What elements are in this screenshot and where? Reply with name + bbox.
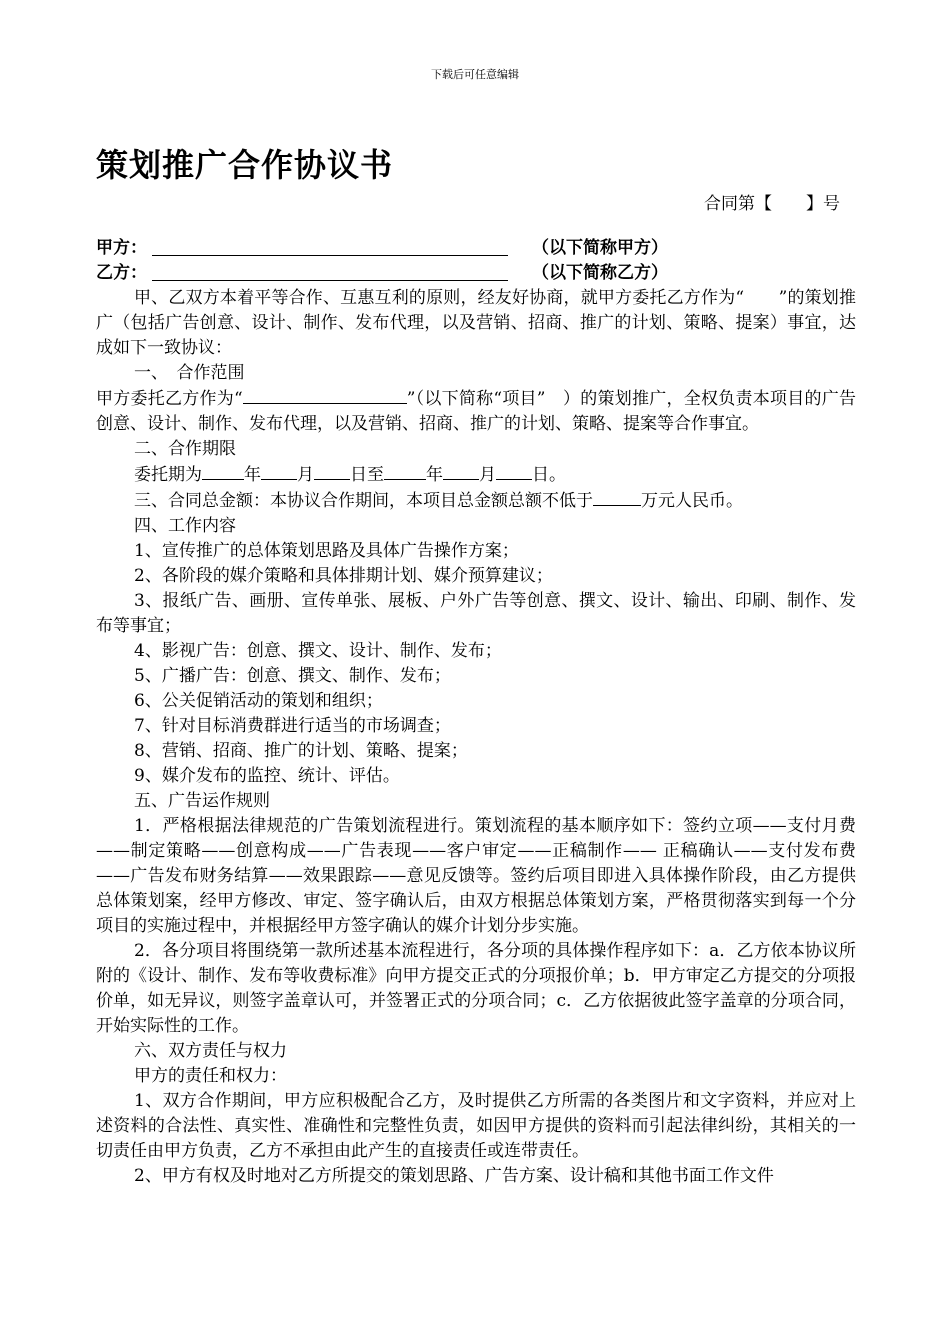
header-note: 下载后可任意编辑 [431, 68, 519, 81]
start-month-label: 月 [297, 465, 314, 485]
section-1-text-a: 甲方委托乙方作为“ [96, 389, 243, 409]
start-day-blank [314, 462, 350, 480]
section-6-paragraph-1: 1、双方合作期间，甲方应积极配合乙方，及时提供乙方所需的各类图片和文字资料，并应对上述资料的合法性、真实性、准确性和完整性负责，如因甲方提供的资料而引起法律纠纷，其相关的一切责任由甲方负责，乙方不承担由此产生的直接责任或连带责任。 [96, 1091, 856, 1161]
section-3-amount [96, 488, 856, 514]
section-1-text-b: ”（以下简称“项目” ）的策划推广，全权负责本项目的广告创意、设计、制作、发布代理，以及营销、招商、推广的计划、策略、提案等合作事宜。 [96, 389, 856, 434]
end-day-blank [496, 462, 532, 480]
project-name-blank [243, 386, 407, 404]
party-b-blank [152, 280, 508, 281]
end-month-blank [443, 462, 479, 480]
party-a-line [96, 236, 856, 261]
work-item: 4、影视广告：创意、撰文、设计、制作、发布； [134, 641, 502, 661]
work-item: 7、针对目标消费群进行适当的市场调查； [134, 716, 451, 736]
work-item: 8、营销、招商、推广的计划、策略、提案； [134, 741, 468, 761]
section-1-text [96, 386, 856, 437]
end-day-label: 日。 [532, 465, 566, 485]
contract-number: 合同第【 】号 [704, 194, 840, 214]
intro-paragraph: 甲、乙双方本着平等合作、互惠互利的原则，经友好协商，就甲方委托乙方作为“ ”的策划推广（包括广告创意、设计、制作、发布代理，以及营销、招商、推广的计划、策略、提案）事宜，达成如下一致协议： [96, 288, 856, 358]
start-year-blank [202, 462, 244, 480]
section-6-subtitle: 甲方的责任和权力： [134, 1066, 287, 1086]
section-2-period [96, 462, 856, 488]
section-4-title: 四、工作内容 [134, 516, 236, 536]
section-2-title: 二、合作期限 [134, 439, 236, 459]
party-b-line [96, 261, 856, 286]
start-day-label: 日至 [350, 465, 384, 485]
section-6-title: 六、双方责任与权力 [134, 1041, 287, 1061]
section-6-paragraph-2: 2、甲方有权及时地对乙方所提交的策划思路、广告方案、设计稿和其他书面工作文件 [134, 1166, 774, 1186]
end-year-blank [384, 462, 426, 480]
work-item: 2、各阶段的媒介策略和具体排期计划、媒介预算建议； [134, 566, 553, 586]
parties-block [96, 236, 856, 286]
period-prefix: 委托期为 [134, 465, 202, 485]
work-item: 3、报纸广告、画册、宣传单张、展板、户外广告等创意、撰文、设计、输出、印刷、制作、发布等事宜； [96, 591, 856, 636]
party-a-blank [152, 255, 508, 256]
start-year-label: 年 [244, 465, 261, 485]
party-b-label: 乙方： [96, 263, 147, 283]
document-title: 策划推广合作协议书 [96, 146, 394, 184]
work-item: 6、公关促销活动的策划和组织； [134, 691, 383, 711]
work-item: 9、媒介发布的监控、统计、评估。 [134, 766, 400, 786]
section-5-paragraph-2: 2．各分项目将围绕第一款所述基本流程进行，各分项的具体操作程序如下：a．乙方依本协议所附的《设计、制作、发布等收费标准》向甲方提交正式的分项报价单；b．甲方审定乙方提交的分项报价单，如无异议，则签字盖章认可，并签署正式的分项合同；c．乙方依据彼此签字盖章的分项合同，开始实际性的工作。 [96, 941, 856, 1036]
document-body [96, 286, 856, 1189]
end-year-label: 年 [426, 465, 443, 485]
end-month-label: 月 [479, 465, 496, 485]
party-a-label: 甲方： [96, 238, 147, 258]
start-month-blank [261, 462, 297, 480]
section-5-title: 五、广告运作规则 [134, 791, 270, 811]
party-a-alias: （以下简称甲方） [532, 238, 668, 258]
amount-blank [593, 488, 641, 506]
section-1-title: 一、 合作范围 [134, 363, 245, 383]
party-b-alias: （以下简称乙方） [532, 263, 668, 283]
work-item: 5、广播广告：创意、撰文、制作、发布； [134, 666, 451, 686]
amount-suffix: 万元人民币。 [641, 491, 743, 511]
work-item: 1、宣传推广的总体策划思路及具体广告操作方案； [134, 541, 519, 561]
section-5-paragraph-1: 1．严格根据法律规范的广告策划流程进行。策划流程的基本顺序如下：签约立项——支付月费——制定策略——创意构成——广告表现——客户审定——正稿制作—— 正稿确认——支付发布费——广告发布财务结算——效果跟踪——意见反馈等。签约后项目即进入具体操作阶段，由乙方提供总体策划案，经甲方修改、审定、签字确认后，由双方根据总体策划方案，严格贯彻落实到每一个分项目的实施过程中，并根据经甲方签字确认的媒介计划分步实施。 [96, 816, 856, 936]
amount-prefix: 三、合同总金额：本协议合作期间，本项目总金额总额不低于 [134, 491, 593, 511]
